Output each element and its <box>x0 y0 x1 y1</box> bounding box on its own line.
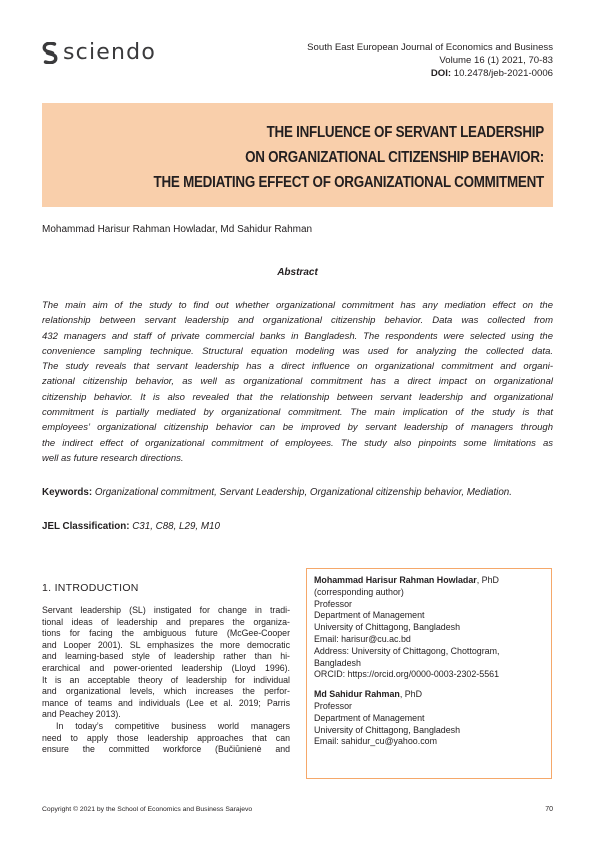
body-line: It is an acceptable theory of leadership for individual <box>42 674 290 685</box>
title-line-3: THE MEDIATING EFFECT OF ORGANIZATIONAL COMMITMENT <box>153 174 544 191</box>
abstract-line: relationship between servant leadership and organizational citizenship behavior. Data was collected from <box>42 315 553 327</box>
journal-volume: Volume 16 (1) 2021, 70-83 <box>439 55 553 66</box>
author1-univ: University of Chittagong, Bangladesh <box>314 622 461 633</box>
body-line: and organizational levels, which increases the perfor- <box>42 686 290 697</box>
doi-line <box>307 67 553 80</box>
title-line-2: ON ORGANIZATIONAL CITIZENSHIP BEHAVIOR: <box>245 149 544 166</box>
abstract-line: employees’ organizational citizenship behavior can be improved by servant leadership of managers through <box>42 422 553 434</box>
spacer <box>314 681 499 689</box>
body-line: Servant leadership (SL) instigated for change in tradi- <box>42 605 290 615</box>
body-line: tions for facing the ambiguous future (McGee-Cooper <box>42 628 290 639</box>
jel-classification <box>42 521 220 532</box>
sciendo-logo <box>42 41 156 65</box>
abstract-line: 432 managers and staff of private commercial banks in Bangladesh. The respondents were selected using the <box>42 330 553 342</box>
abstract-line: The study reveals that servant leadership has a direct influence on organizational commitment and organi- <box>42 361 553 373</box>
abstract-line: convenience sampling technique. Structural equation modeling was used for analyzing the collected data. <box>42 345 553 357</box>
section-heading-introduction: 1. INTRODUCTION <box>42 582 139 594</box>
body-line: need to apply those leadership approaches that can <box>42 732 290 743</box>
keywords <box>42 485 553 501</box>
body-line: erarchical and power-oriented leadership (Lloyd 1996). <box>42 662 290 673</box>
author1-note: (corresponding author) <box>314 586 404 597</box>
body-line: and Peachey 2013). <box>42 709 121 720</box>
page-number: 70 <box>545 806 553 813</box>
abstract-body <box>42 298 553 466</box>
doi-label: DOI: <box>430 68 452 79</box>
paper-title <box>154 120 544 195</box>
abstract-line: well as future research directions. <box>42 452 184 464</box>
introduction-body <box>42 605 290 756</box>
author-affiliation-box <box>306 568 552 779</box>
author1-orcid[interactable]: ORCID: https://orcid.org/0000-0003-2302-5561 <box>314 669 500 680</box>
author2-degree: , PhD <box>399 689 423 700</box>
footer-copyright: Copyright © 2021 by the School of Economics and Business Sarajevo <box>42 806 253 813</box>
author2-name: Md Sahidur Rahman <box>314 689 400 700</box>
title-line-1: THE INFLUENCE OF SERVANT LEADERSHIP <box>266 124 544 141</box>
author-list: Mohammad Harisur Rahman Howladar, Md Sahidur Rahman <box>42 224 313 235</box>
abstract-line: The main aim of the study to find out whether organizational commitment has any mediation effect on the <box>42 300 553 311</box>
keywords-value: Organizational commitment, Servant Leadership, Organizational citizenship behavior, Mediation. <box>94 487 512 498</box>
abstract-line: citizenship behavior. It is also revealed that the relationship between servant leadership and organizational <box>42 391 553 403</box>
body-line: ensure the committed workforce (Bučiūnienė and <box>42 744 290 755</box>
body-line: In today’s competitive business world managers <box>56 720 290 731</box>
abstract-heading: Abstract <box>277 267 318 278</box>
body-line: and Looper 2001). SL emphasizes the more democratic <box>42 639 290 650</box>
author1-dept: Department of Management <box>314 610 425 621</box>
author1-address-cont: Bangladesh <box>314 657 361 668</box>
author2-title: Professor <box>314 700 352 711</box>
logo-text: sciendo <box>63 40 156 65</box>
abstract-line: zational citizenship behavior, as well as organizational commitment has a direct impact on organizational <box>42 376 553 388</box>
doi-link[interactable]: 10.2478/jeb-2021-0006 <box>453 68 553 79</box>
author2-univ: University of Chittagong, Bangladesh <box>314 724 461 735</box>
affiliation-text <box>314 575 499 748</box>
abstract-line: commitment is partially mediated by organizational commitment. The main implication of the study is that <box>42 407 553 419</box>
keywords-label: Keywords: <box>42 487 93 498</box>
author1-name-line <box>314 575 499 587</box>
author1-degree: , PhD <box>476 575 499 585</box>
sciendo-logo-icon <box>42 42 58 64</box>
body-line: mance of teams and individuals (Lee et al. 2019; Parris <box>42 697 290 708</box>
jel-label: JEL Classification: <box>42 521 130 532</box>
jel-value: C31, C88, L29, M10 <box>132 521 220 532</box>
title-band <box>42 103 553 207</box>
author1-name: Mohammad Harisur Rahman Howladar <box>314 575 477 585</box>
author1-email[interactable]: Email: harisur@cu.ac.bd <box>314 633 411 644</box>
body-line: and learning-based style of leadership rather than hi- <box>42 651 290 662</box>
body-line: tional ideas of leadership and prepares the organiza- <box>42 616 290 627</box>
author2-email[interactable]: Email: sahidur_cu@yahoo.com <box>314 736 437 747</box>
author2-dept: Department of Management <box>314 712 425 723</box>
journal-name: South East European Journal of Economics and Business <box>307 42 553 53</box>
author1-title: Professor <box>314 598 352 609</box>
abstract-line: the indirect effect of organizational commitment of employees. The study also pinpoints some limitations as <box>42 437 553 449</box>
author1-address: Address: University of Chittagong, Chottogram, <box>314 645 500 656</box>
author2-name-line <box>314 689 499 701</box>
journal-info <box>307 41 553 80</box>
